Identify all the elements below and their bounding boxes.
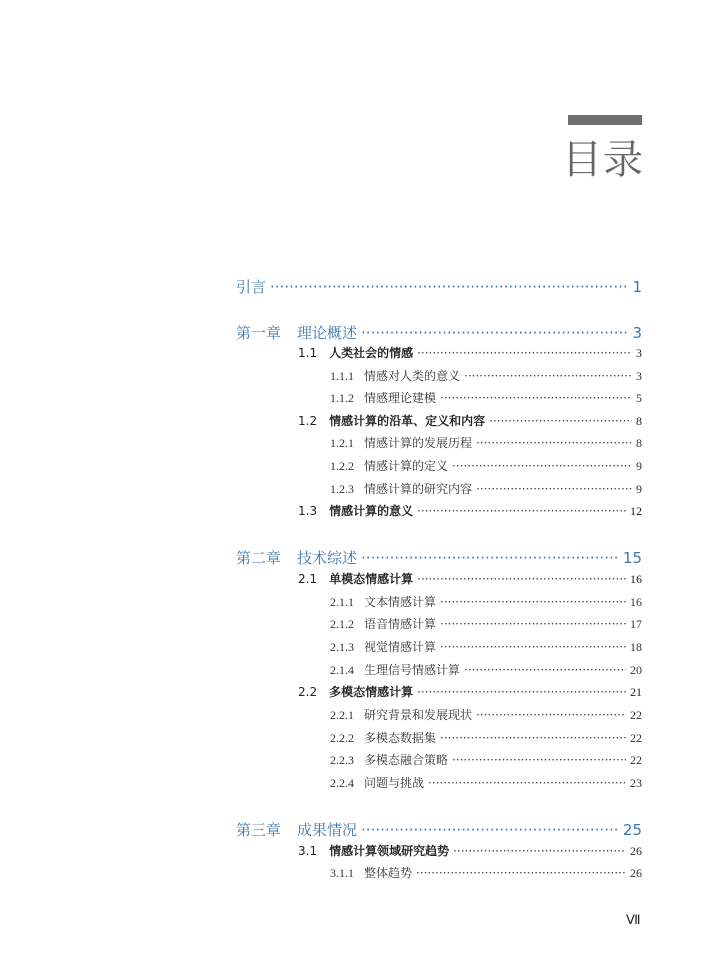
entry-page: 25 — [622, 821, 642, 839]
entry-number: 1.2.3 — [330, 482, 354, 496]
entry-label: 情感计算的定义 — [364, 459, 449, 473]
toc-entry-chapter[interactable] — [236, 819, 642, 839]
entry-number: 第二章 — [236, 549, 282, 567]
entry-label: 技术综述 — [297, 549, 358, 567]
entry-label: 理论概述 — [297, 324, 358, 342]
dot-leader — [452, 753, 626, 767]
dot-leader — [476, 436, 632, 450]
dot-leader — [452, 459, 632, 473]
entry-label: 整体趋势 — [364, 866, 413, 880]
entry-number: 2.2.1 — [330, 708, 354, 722]
entry-number: 2.1.4 — [330, 663, 354, 677]
entry-number: 2.2.2 — [330, 731, 354, 745]
entry-label: 情感计算领域研究趋势 — [329, 844, 450, 858]
dot-leader — [453, 844, 626, 858]
entry-page: 1 — [632, 278, 642, 296]
entry-number: 2.2.4 — [330, 776, 354, 790]
entry-label: 情感理论建模 — [364, 391, 437, 405]
entry-page: 5 — [636, 391, 642, 405]
entry-page: 20 — [630, 663, 642, 677]
dot-leader — [417, 504, 626, 518]
dot-leader — [417, 685, 626, 699]
entry-number: 第一章 — [236, 324, 282, 342]
entry-page: 26 — [630, 866, 642, 880]
entry-page: 16 — [630, 572, 642, 586]
entry-label: 视觉情感计算 — [364, 640, 437, 654]
entry-label: 单模态情感计算 — [329, 572, 414, 586]
entry-label: 生理信号情感计算 — [364, 663, 461, 677]
dot-leader — [476, 708, 626, 722]
toc-entry-subsection[interactable] — [330, 615, 642, 633]
entry-page: 26 — [630, 844, 642, 858]
entry-number: 2.1 — [298, 572, 318, 586]
toc-entry-subsection[interactable] — [330, 638, 642, 656]
dot-leader — [476, 482, 632, 496]
entry-label: 情感计算的发展历程 — [364, 436, 473, 450]
entry-page: 22 — [630, 708, 642, 722]
toc-entry-section[interactable] — [298, 842, 642, 860]
dot-leader — [440, 595, 626, 609]
entry-page: 8 — [636, 414, 642, 428]
toc-entry-subsection[interactable] — [330, 434, 642, 452]
entry-label: 研究背景和发展现状 — [364, 708, 473, 722]
entry-label: 问题与挑战 — [364, 776, 425, 790]
toc-entry-subsection[interactable] — [330, 389, 642, 407]
entry-page: 3 — [636, 346, 642, 360]
dot-leader — [361, 324, 628, 342]
entry-number: 2.2.3 — [330, 753, 354, 767]
toc-entry-section[interactable] — [298, 570, 642, 588]
entry-number: 2.1.1 — [330, 595, 354, 609]
entry-number: 2.1.2 — [330, 617, 354, 631]
dot-leader — [417, 572, 626, 586]
entry-label: 成果情况 — [297, 821, 358, 839]
toc-entry-chapter[interactable] — [236, 322, 642, 342]
dot-leader — [464, 369, 632, 383]
toc-entry-subsection[interactable] — [330, 480, 642, 498]
dot-leader — [440, 391, 632, 405]
entry-number: 1.1.2 — [330, 391, 354, 405]
entry-page: 22 — [630, 731, 642, 745]
dot-leader — [440, 617, 626, 631]
entry-number: 1.1 — [298, 346, 318, 360]
entry-page: 16 — [630, 595, 642, 609]
entry-number: 2.1.3 — [330, 640, 354, 654]
dot-leader — [489, 414, 632, 428]
entry-page: 17 — [630, 617, 642, 631]
dot-leader — [417, 346, 632, 360]
toc-entry-subsection[interactable] — [330, 774, 642, 792]
entry-page: 12 — [630, 504, 642, 518]
dot-leader — [270, 278, 628, 296]
entry-label: 语音情感计算 — [364, 617, 437, 631]
page-title: 目录 — [562, 137, 644, 183]
entry-number: 1.1.1 — [330, 369, 354, 383]
entry-number: 1.3 — [298, 504, 318, 518]
entry-number: 2.2 — [298, 685, 318, 699]
entry-number: 3.1 — [298, 844, 318, 858]
entry-number: 3.1.1 — [330, 866, 354, 880]
toc-entry-subsection[interactable] — [330, 706, 642, 724]
entry-page: 18 — [630, 640, 642, 654]
entry-number: 1.2.2 — [330, 459, 354, 473]
entry-label: 情感对人类的意义 — [364, 369, 461, 383]
entry-label: 多模态数据集 — [364, 731, 437, 745]
toc-entry-subsection[interactable] — [330, 661, 642, 679]
toc-entry-section[interactable] — [298, 502, 642, 520]
entry-label: 情感计算的沿革、定义和内容 — [329, 414, 486, 428]
toc-entry-section[interactable] — [298, 344, 642, 362]
toc-entry-section[interactable] — [298, 683, 642, 701]
entry-number: 1.2.1 — [330, 436, 354, 450]
entry-page: 15 — [622, 549, 642, 567]
dot-leader — [361, 549, 619, 567]
toc-entry-subsection[interactable] — [330, 457, 642, 475]
entry-page: 23 — [630, 776, 642, 790]
dot-leader — [361, 821, 619, 839]
entry-page: 3 — [636, 369, 642, 383]
entry-label: 人类社会的情感 — [329, 346, 414, 360]
dot-leader — [416, 866, 626, 880]
title-bar — [568, 115, 642, 125]
entry-page: 3 — [632, 324, 642, 342]
toc-entry-subsection[interactable] — [330, 593, 642, 611]
dot-leader — [440, 640, 626, 654]
toc-entry-subsection[interactable] — [330, 367, 642, 385]
dot-leader — [440, 731, 626, 745]
entry-page: 9 — [636, 482, 642, 496]
toc-entry-subsection[interactable] — [330, 751, 642, 769]
entry-page: 21 — [630, 685, 642, 699]
toc-entry-chapter[interactable] — [236, 547, 642, 567]
entry-label: 引言 — [236, 278, 267, 296]
dot-leader — [428, 776, 626, 790]
entry-number: 第三章 — [236, 821, 282, 839]
dot-leader — [464, 663, 626, 677]
entry-number: 1.2 — [298, 414, 318, 428]
toc-entry-section[interactable] — [298, 412, 642, 430]
entry-label: 情感计算的研究内容 — [364, 482, 473, 496]
entry-page: 8 — [636, 436, 642, 450]
entry-label: 多模态情感计算 — [329, 685, 414, 699]
toc-entry-subsection[interactable] — [330, 729, 642, 747]
entry-label: 多模态融合策略 — [364, 753, 449, 767]
entry-label: 情感计算的意义 — [329, 504, 414, 518]
entry-page: 22 — [630, 753, 642, 767]
toc-entry-intro[interactable] — [236, 276, 642, 296]
entry-page: 9 — [636, 459, 642, 473]
page-number: Ⅶ — [626, 912, 641, 927]
toc-entry-subsection[interactable] — [330, 864, 642, 882]
entry-label: 文本情感计算 — [364, 595, 437, 609]
